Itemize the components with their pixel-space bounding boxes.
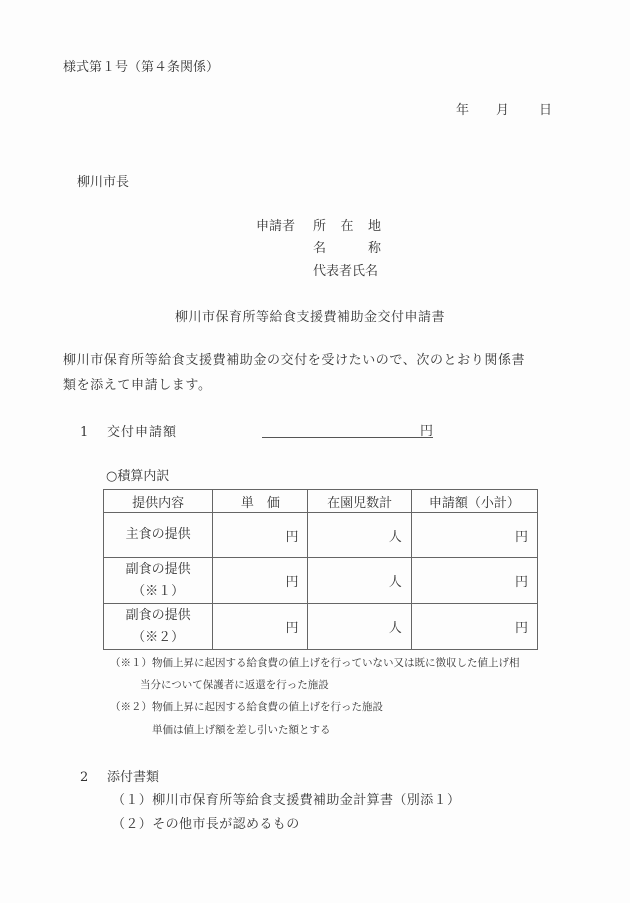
section-1-label: 交付申請額: [107, 425, 178, 440]
row-item-label: 副食の提供: [125, 561, 191, 577]
row-item-label: 主食の提供: [125, 527, 191, 542]
table-row: [104, 558, 538, 604]
address-label-char: 所: [313, 219, 327, 234]
row-item: [104, 558, 213, 604]
name-label-char: 称: [367, 241, 381, 256]
unit-price-cell[interactable]: 円: [213, 604, 308, 650]
note-1-line-2: 当分について保護者に返還を行った施設: [140, 679, 329, 691]
name-label: [313, 242, 381, 255]
address-label-char: 在: [340, 219, 354, 234]
section-2-label: 添付書類: [107, 770, 160, 785]
table-row: [104, 604, 538, 650]
note-2-line-1: （※２）物価上昇に起因する給食費の値上げを行った施設: [110, 701, 383, 713]
row-item-note-ref: （※２）: [132, 629, 185, 645]
subtotal-cell[interactable]: 円: [411, 513, 537, 558]
section-2-number: 2: [80, 770, 89, 785]
applicant-label: 申請者: [256, 219, 296, 234]
application-amount-field[interactable]: [262, 437, 433, 438]
children-cell[interactable]: 人: [308, 558, 411, 604]
unit-price-cell[interactable]: 円: [213, 513, 308, 558]
representative-label: 代表者氏名: [313, 264, 379, 279]
date-day-label: 日: [539, 103, 553, 118]
note-1-line-1: （※１）物価上昇に起因する給食費の値上げを行っていない又は既に徴収した値上げ相: [110, 657, 520, 669]
date-year-label: 年: [456, 103, 470, 118]
date-month-label: 月: [496, 103, 510, 118]
address-label: [313, 220, 381, 233]
body-text-line-1: 柳川市保育所等給食支援費補助金の交付を受けたいので、次のとおり関係書: [63, 353, 526, 368]
addressee: 柳川市長: [77, 175, 130, 190]
section-1-number: 1: [80, 425, 89, 440]
form-number: 様式第１号（第４条関係）: [63, 60, 220, 75]
header-children: 在園児数計: [308, 490, 411, 513]
subtotal-cell[interactable]: 円: [411, 558, 537, 604]
breakdown-table: [103, 489, 538, 650]
application-amount-unit: 円: [420, 424, 434, 439]
body-text-line-2: 類を添えて申請します。: [63, 378, 212, 393]
unit-price-cell[interactable]: 円: [213, 558, 308, 604]
breakdown-heading: ○積算内訳: [106, 469, 170, 484]
row-item-note-ref: （※１）: [132, 583, 185, 599]
row-item: [104, 513, 213, 558]
header-item: 提供内容: [104, 490, 213, 513]
name-label-char: 名: [313, 241, 327, 256]
row-item-label: 副食の提供: [125, 607, 191, 623]
table-row: [104, 513, 538, 558]
children-cell[interactable]: 人: [308, 604, 411, 650]
table-header-row: [104, 490, 538, 513]
subtotal-cell[interactable]: 円: [411, 604, 537, 650]
address-label-char: 地: [367, 219, 381, 234]
children-cell[interactable]: 人: [308, 513, 411, 558]
header-unit-price: 単 価: [213, 490, 308, 513]
attachment-item: （１）柳川市保育所等給食支援費補助金計算書（別添１）: [112, 793, 461, 808]
attachment-item: （２）その他市長が認めるもの: [112, 817, 300, 832]
header-subtotal: 申請額（小計）: [411, 490, 537, 513]
row-item: [104, 604, 213, 650]
note-2-line-2: 単価は値上げ額を差し引いた額とする: [152, 724, 331, 736]
document-title: 柳川市保育所等給食支援費補助金交付申請書: [175, 310, 446, 325]
